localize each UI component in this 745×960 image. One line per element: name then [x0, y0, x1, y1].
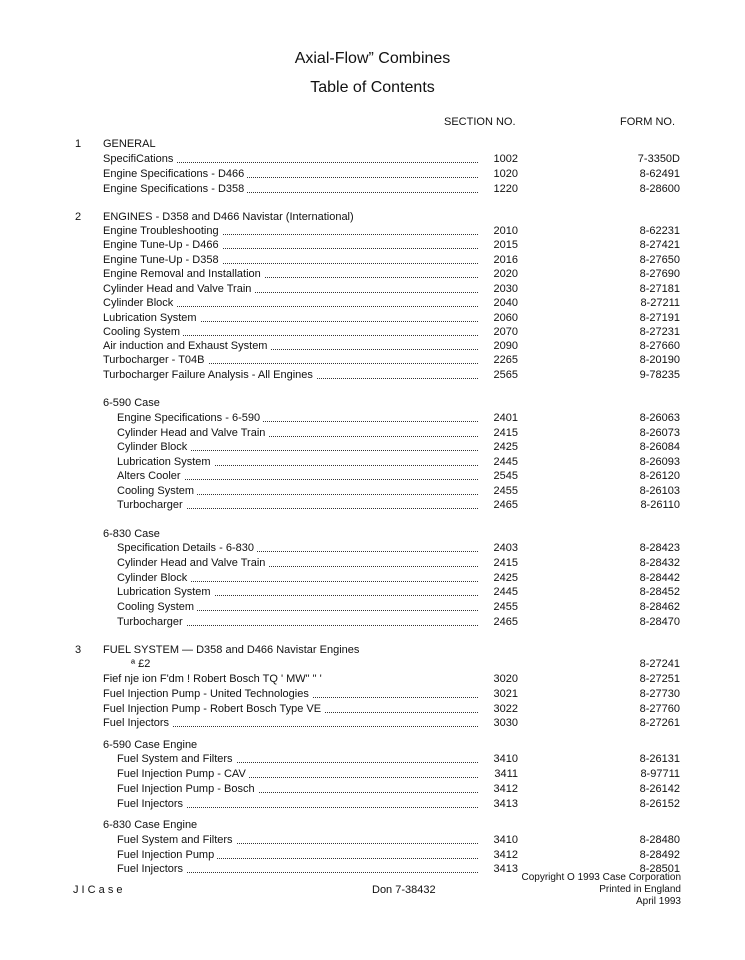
entry-label: Fuel Injectors [103, 716, 172, 730]
section-number-value: 3410 [478, 833, 518, 847]
section-number-value: 2401 [478, 411, 518, 425]
entry-label: Engine Tune-Up - D466 [103, 238, 222, 252]
toc-row [0, 282, 745, 296]
footer-date: April 1993 [635, 896, 681, 907]
footer-copyright: Copyright O 1993 Case Corporation [521, 872, 681, 883]
toc-row [0, 484, 745, 498]
form-number-value: 8-27421 [639, 239, 680, 251]
toc-row [0, 353, 745, 367]
entry-label: 6-830 Case Engine [103, 818, 200, 832]
form-number-value: 8-27181 [639, 283, 680, 295]
form-number-value: 8-28470 [639, 616, 680, 628]
form-number-value: 8-27760 [639, 703, 680, 715]
section-number-value: 2445 [478, 455, 518, 469]
entry-label: Turbocharger - T04B [103, 353, 208, 367]
toc-row [0, 238, 745, 252]
section-number: 3 [75, 644, 82, 656]
form-number-value: 8-27211 [640, 297, 680, 309]
entry-label: Specification Details - 6-830 [117, 541, 257, 555]
toc-row [0, 311, 745, 325]
footer-printed: Printed in England [599, 884, 681, 895]
toc-row [0, 339, 745, 353]
form-number-value: 8-28423 [639, 542, 680, 554]
form-number-value: 8-97711 [640, 768, 680, 780]
entry-label: 6-590 Case [103, 396, 163, 410]
toc-row [0, 687, 745, 701]
section-number-value: 1020 [478, 167, 518, 181]
section-number-value: 3410 [478, 752, 518, 766]
form-number-value: 8-26152 [639, 798, 680, 810]
form-number-value: 8-27191 [639, 312, 680, 324]
entry-label: Fuel Injection Pump - CAV [117, 767, 249, 781]
form-number-value: 8-27690 [639, 268, 680, 280]
entry-label: Cylinder Block [117, 571, 190, 585]
entry-label: Fuel Injection Pump - Bosch [117, 782, 258, 796]
toc-row [0, 182, 745, 196]
section-number-value: 3411 [478, 767, 518, 781]
entry-label: Engine Specifications - 6-590 [117, 411, 263, 425]
toc-row [0, 716, 745, 730]
form-number-value: 8-27251 [639, 673, 680, 685]
toc-row [0, 210, 745, 224]
toc-row [0, 224, 745, 238]
toc-row [0, 818, 745, 832]
entry-label: Cooling System [117, 484, 197, 498]
form-no-header: FORM NO. [620, 116, 675, 128]
section-number-value: 3030 [478, 716, 518, 730]
toc-row [0, 426, 745, 440]
form-number-value: 8-27660 [639, 340, 680, 352]
entry-label: Alters Cooler [117, 469, 184, 483]
entry-label: Fuel Injectors [117, 797, 186, 811]
form-number-value: 8-26131 [639, 753, 680, 765]
entry-label: SpecifiCations [103, 152, 176, 166]
form-number-value: 8-26093 [639, 456, 680, 468]
entry-label: Cylinder Block [103, 296, 176, 310]
section-number-value: 3413 [478, 862, 518, 876]
document-title: Axial-Flow” Combines [294, 50, 451, 67]
entry-label: Fuel System and Filters [117, 752, 236, 766]
form-number-value: 8-26073 [639, 427, 680, 439]
form-number-value: 8-26084 [639, 441, 680, 453]
toc-row [0, 455, 745, 469]
form-number-value: 8-26110 [640, 499, 680, 511]
entry-label: 6-830 Case [103, 527, 163, 541]
section-number-value: 1002 [478, 152, 518, 166]
form-number-value: 8-62491 [639, 168, 680, 180]
entry-label: Cooling System [117, 600, 197, 614]
toc-row [0, 498, 745, 512]
footer-company: J I C a s e [73, 884, 123, 896]
entry-label: Turbocharger [117, 498, 186, 512]
section-number-value: 2403 [478, 541, 518, 555]
form-number-value: 9-78235 [639, 369, 680, 381]
section-number-value: 2020 [478, 267, 518, 281]
form-number-value: 8-26103 [639, 485, 680, 497]
toc-row [0, 396, 745, 410]
toc-row [0, 411, 745, 425]
section-number-value: 2265 [478, 353, 518, 367]
section-number-value: 3412 [478, 782, 518, 796]
entry-label: GENERAL [103, 137, 159, 151]
toc-row [0, 152, 745, 166]
section-number-value: 2425 [478, 440, 518, 454]
section-number-value: 2060 [478, 311, 518, 325]
toc-row [0, 253, 745, 267]
entry-label: Cylinder Head and Valve Train [117, 556, 268, 570]
toc-row [0, 738, 745, 752]
entry-label: Engine Tune-Up - D358 [103, 253, 222, 267]
form-number-value: 8-27261 [639, 717, 680, 729]
section-number-value: 2455 [478, 600, 518, 614]
form-number-value: 7-3350D [637, 153, 680, 165]
entry-label: Engine Removal and Installation [103, 267, 264, 281]
entry-label: Cylinder Block [117, 440, 190, 454]
toc-row [0, 643, 745, 657]
entry-label: Engine Troubleshooting [103, 224, 222, 238]
entry-label: Fuel Injection Pump [117, 848, 217, 862]
section-number-value: 2016 [478, 253, 518, 267]
toc-row [0, 848, 745, 862]
entry-label: Cylinder Head and Valve Train [103, 282, 254, 296]
entry-label: Fief nje ion F'dm ! Robert Bosch TQ ' MW" " ' [103, 672, 325, 686]
form-number-value: 8-28600 [639, 183, 680, 195]
section-number-value: 2015 [478, 238, 518, 252]
toc-row [0, 469, 745, 483]
form-number-value: 8-28452 [639, 586, 680, 598]
toc-row [0, 600, 745, 614]
toc-row [0, 797, 745, 811]
entry-label: Lubrication System [103, 311, 200, 325]
form-number-value: 8-26142 [639, 783, 680, 795]
section-number-value: 1220 [478, 182, 518, 196]
entry-label: Air induction and Exhaust System [103, 339, 270, 353]
toc-row [0, 368, 745, 382]
entry-label: Turbocharger [117, 615, 186, 629]
section-number-value: 2425 [478, 571, 518, 585]
form-number-value: 8-28480 [639, 834, 680, 846]
form-number-value: 8-28501 [639, 863, 680, 875]
section-number-value: 2415 [478, 556, 518, 570]
section-number-value: 2090 [478, 339, 518, 353]
form-number-value: 8-28432 [639, 557, 680, 569]
toc-row [0, 752, 745, 766]
toc-row [0, 585, 745, 599]
form-number-value: 8-28492 [639, 849, 680, 861]
section-number-value: 2030 [478, 282, 518, 296]
entry-label: 6-590 Case Engine [103, 738, 200, 752]
entry-label: Fuel Injection Pump - Robert Bosch Type VE [103, 702, 324, 716]
section-number-value: 3022 [478, 702, 518, 716]
toc-row [0, 296, 745, 310]
entry-label: Lubrication System [117, 455, 214, 469]
entry-label: Fuel Injectors [117, 862, 186, 876]
toc-row [0, 137, 745, 151]
toc-row [0, 657, 745, 671]
form-number-value: 8-28442 [639, 572, 680, 584]
form-number-value: 8-28462 [639, 601, 680, 613]
form-number-value: 8-26120 [639, 470, 680, 482]
section-number-value: 3021 [478, 687, 518, 701]
section-number: 2 [75, 211, 82, 223]
entry-label: ENGINES - D358 and D466 Navistar (International) [103, 210, 357, 224]
toc-row [0, 527, 745, 541]
entry-label: ª £2 [131, 657, 153, 671]
section-number-value: 2455 [478, 484, 518, 498]
section-number: 1 [75, 138, 82, 150]
form-number-value: 8-27650 [639, 254, 680, 266]
entry-label: Cooling System [103, 325, 183, 339]
section-number-value: 2445 [478, 585, 518, 599]
toc-row [0, 833, 745, 847]
form-number-value: 8-20190 [639, 354, 680, 366]
section-number-value: 2565 [478, 368, 518, 382]
section-no-header: SECTION NO. [444, 116, 516, 128]
form-number-value: 8-27241 [639, 658, 680, 670]
section-number-value: 2415 [478, 426, 518, 440]
section-number-value: 2465 [478, 615, 518, 629]
toc-row [0, 541, 745, 555]
form-number-value: 8-62231 [639, 225, 680, 237]
toc-row [0, 672, 745, 686]
section-number-value: 2040 [478, 296, 518, 310]
section-number-value: 2465 [478, 498, 518, 512]
section-number-value: 2070 [478, 325, 518, 339]
entry-label: FUEL SYSTEM — D358 and D466 Navistar Engines [103, 643, 362, 657]
toc-row [0, 267, 745, 281]
toc-row [0, 167, 745, 181]
entry-label: Cylinder Head and Valve Train [117, 426, 268, 440]
form-number-value: 8-26063 [639, 412, 680, 424]
toc-row [0, 782, 745, 796]
entry-label: Engine Specifications - D358 [103, 182, 247, 196]
form-number-value: 8-27730 [639, 688, 680, 700]
form-number-value: 8-27231 [639, 326, 680, 338]
entry-label: Fuel Injection Pump - United Technologies [103, 687, 312, 701]
toc-row [0, 702, 745, 716]
entry-label: Engine Specifications - D466 [103, 167, 247, 181]
section-number-value: 3412 [478, 848, 518, 862]
footer-doc-number: Don 7-38432 [372, 884, 436, 896]
entry-label: Fuel System and Filters [117, 833, 236, 847]
section-number-value: 2545 [478, 469, 518, 483]
section-number-value: 3413 [478, 797, 518, 811]
section-number-value: 2010 [478, 224, 518, 238]
document-subtitle: Table of Contents [310, 79, 435, 96]
toc-row [0, 556, 745, 570]
entry-label: Lubrication System [117, 585, 214, 599]
section-number-value: 3020 [478, 672, 518, 686]
toc-row [0, 325, 745, 339]
toc-row [0, 440, 745, 454]
toc-row [0, 571, 745, 585]
entry-label: Turbocharger Failure Analysis - All Engines [103, 368, 316, 382]
toc-row [0, 767, 745, 781]
toc-row [0, 615, 745, 629]
